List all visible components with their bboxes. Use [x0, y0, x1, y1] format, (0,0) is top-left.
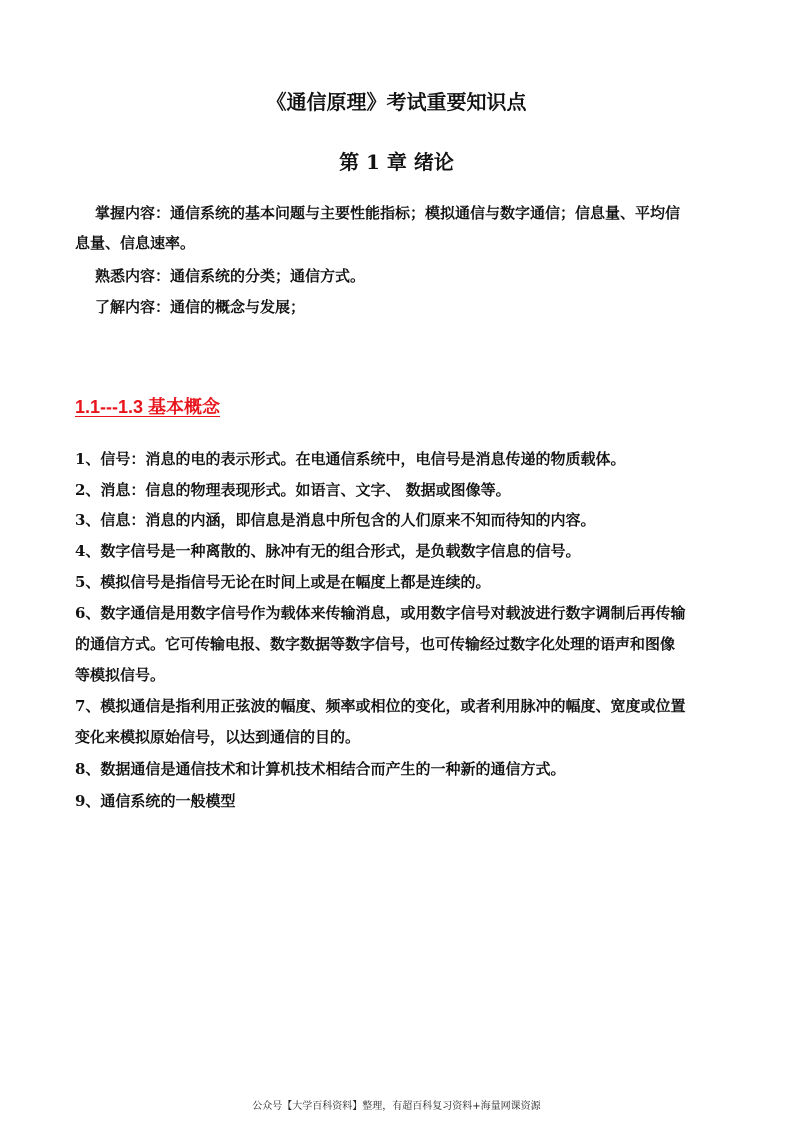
intro-2-line-0: 了解内容：通信的概念与发展； [95, 298, 306, 316]
item-1: 1、信号：消息的电的表示形式。在电通信系统中，电信号是消息传递的物质载体。 [75, 450, 626, 468]
item-6-line-0: 6、数字通信是用数字信号作为载体来传输消息，或用数字信号对载波进行数字调制后再传输 [75, 604, 686, 622]
footer-note: 公众号【大学百科资料】整理，有超百科复习资料+海量网课资源 [252, 1101, 541, 1112]
chapter-title: 第 1 章 绪论 [339, 150, 454, 174]
item-8: 8、数据通信是通信技术和计算机技术相结合而产生的一种新的通信方式。 [75, 760, 566, 778]
item-4: 4、数字信号是一种离散的、脉冲有无的组合形式，是负载数字信息的信号。 [75, 542, 581, 560]
item-9: 9、通信系统的一般模型 [75, 792, 236, 810]
intro-0-line-1: 息量、信息速率。 [75, 234, 196, 252]
item-5: 5、模拟信号是指信号无论在时间上或是在幅度上都是连续的。 [75, 573, 491, 591]
item-2: 2、消息：信息的物理表现形式。如语言、文字、 数据或图像等。 [75, 481, 511, 499]
item-7-line-1: 变化来模拟原始信号，以达到通信的目的。 [75, 728, 361, 746]
intro-0-line-0: 掌握内容：通信系统的基本问题与主要性能指标；模拟通信与数字通信；信息量、平均信 [95, 204, 681, 222]
item-7-line-0: 7、模拟通信是指利用正弦波的幅度、频率或相位的变化，或者利用脉冲的幅度、宽度或位置 [75, 697, 686, 715]
document-title: 《通信原理》考试重要知识点 [266, 90, 527, 114]
intro-1-line-0: 熟悉内容：通信系统的分类；通信方式。 [95, 267, 366, 285]
section-heading: 1.1---1.3 基本概念 [75, 397, 221, 417]
item-3: 3、信息：消息的内涵，即信息是消息中所包含的人们原来不知而待知的内容。 [75, 511, 596, 529]
item-6-line-1: 的通信方式。它可传输电报、数字数据等数字信号，也可传输经过数字化处理的语声和图像 [75, 635, 676, 653]
item-6-line-2: 等模拟信号。 [75, 666, 166, 684]
